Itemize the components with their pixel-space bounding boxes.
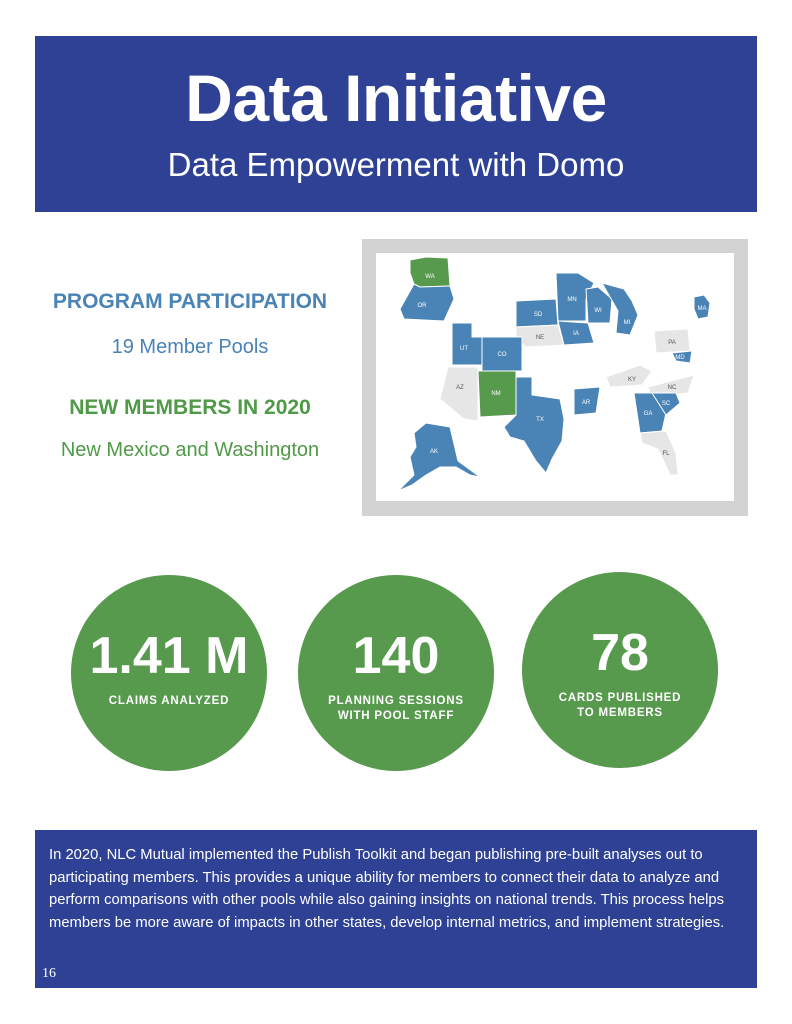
stat-label-line2: WITH POOL STAFF — [337, 710, 455, 722]
label-ut: UT — [460, 346, 468, 352]
label-ne: NE — [535, 335, 545, 341]
stat-value: 78 — [591, 624, 649, 682]
label-mi: MI — [623, 320, 631, 326]
header-banner — [35, 36, 757, 212]
state-or — [400, 284, 454, 321]
state-ak — [398, 423, 480, 491]
stat-label — [532, 691, 708, 721]
label-tx: TX — [536, 417, 544, 423]
stat-value: 1.41 M — [89, 627, 249, 685]
stat-label — [308, 694, 484, 724]
label-ma: MA — [697, 306, 707, 312]
stat-label-line1: CARDS PUBLISHED — [558, 692, 682, 704]
label-pa: PA — [668, 340, 676, 346]
stat-planning-sessions — [298, 575, 494, 771]
program-participation-value: 19 Member Pools — [111, 336, 269, 358]
state-az — [440, 367, 478, 421]
label-ia: IA — [573, 331, 579, 337]
label-mn: MN — [567, 297, 577, 303]
stat-label-line1: PLANNING SESSIONS — [328, 695, 464, 707]
label-ga: GA — [643, 411, 653, 417]
label-ar: AR — [581, 400, 591, 406]
new-members-value: New Mexico and Washington — [60, 439, 320, 461]
label-az: AZ — [456, 385, 464, 391]
page-subtitle: Data Empowerment with Domo — [167, 146, 625, 183]
label-nm: NM — [491, 391, 501, 397]
stat-claims-analyzed — [71, 575, 267, 771]
label-md: MD — [675, 355, 685, 361]
page-title: Data Initiative — [185, 61, 607, 135]
map-canvas — [376, 253, 734, 501]
new-members-heading: NEW MEMBERS IN 2020 — [69, 396, 311, 419]
label-co: CO — [497, 352, 507, 358]
stat-label-line2: TO MEMBERS — [577, 707, 663, 719]
stat-label-line1: CLAIMS ANALYZED — [108, 695, 230, 707]
label-sd: SD — [533, 312, 543, 318]
program-participation-heading: PROGRAM PARTICIPATION — [52, 290, 328, 313]
label-or: OR — [417, 303, 427, 309]
footer-panel — [35, 830, 757, 988]
label-wa: WA — [425, 274, 435, 280]
label-sc: SC — [661, 401, 671, 407]
state-ky — [606, 365, 652, 387]
member-map — [362, 239, 748, 516]
label-ky: KY — [627, 377, 637, 383]
stat-cards-published — [522, 572, 718, 768]
state-wa — [410, 257, 450, 287]
label-fl: FL — [662, 451, 670, 457]
stat-value: 140 — [352, 627, 440, 685]
stat-label — [81, 694, 257, 709]
label-nc: NC — [667, 385, 677, 391]
label-wi: WI — [594, 308, 602, 314]
us-member-states-map — [376, 253, 734, 501]
label-ak: AK — [429, 449, 439, 455]
page-number: 16 — [42, 966, 56, 981]
footer-description: In 2020, NLC Mutual implemented the Publish Toolkit and began publishing pre-built analyses out to participating members. This provides a unique ability for members to connect their data to analyze and perform comparisons with other pools while also gaining insights on national trends. This process helps members be more aware of impacts in other states, develop internal metrics, and implement strategies. — [49, 847, 725, 931]
state-ut — [452, 323, 482, 365]
state-fl — [640, 431, 678, 475]
